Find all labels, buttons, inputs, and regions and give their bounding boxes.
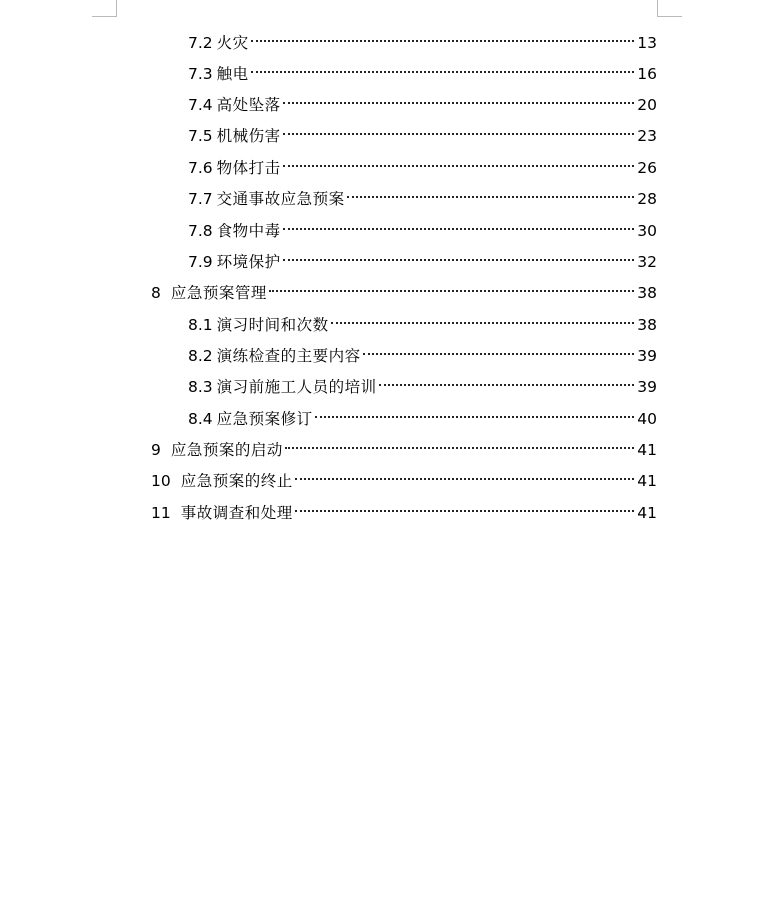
toc-number: 7.3 (188, 65, 213, 83)
toc-title: 应急预案修订 (216, 410, 313, 428)
toc-title: 环境保护 (216, 253, 281, 271)
toc-page-number: 39 (637, 347, 657, 365)
toc-number: 7.7 (188, 190, 213, 208)
toc-leader (285, 431, 634, 455)
toc-entry-7-4[interactable] (188, 86, 657, 114)
toc-leader (283, 243, 635, 267)
toc-title: 演习时间和次数 (216, 316, 329, 334)
toc-page-number: 41 (637, 504, 657, 522)
toc-number: 11 (151, 504, 171, 522)
toc-title: 火灾 (216, 34, 249, 52)
toc-page-number: 20 (637, 96, 657, 114)
toc-number: 7.5 (188, 127, 213, 145)
toc-number: 9 (151, 441, 161, 459)
toc-entry-8-1[interactable] (188, 306, 657, 334)
toc-entry-8-4[interactable] (188, 400, 657, 428)
toc-page-number: 38 (637, 284, 657, 302)
toc-number: 7.2 (188, 34, 213, 52)
toc-leader (283, 149, 635, 173)
toc-leader (283, 86, 635, 110)
toc-page-number: 32 (637, 253, 657, 271)
toc-leader (295, 494, 635, 518)
toc-number: 7.8 (188, 222, 213, 240)
toc-leader (283, 117, 635, 141)
toc-entry-8-2[interactable] (188, 337, 657, 365)
toc-entry-10[interactable] (151, 462, 657, 490)
toc-leader (379, 368, 635, 392)
toc-number: 8.2 (188, 347, 213, 365)
toc-page-number: 16 (637, 65, 657, 83)
toc-leader (295, 462, 635, 486)
toc-title: 机械伤害 (216, 127, 281, 145)
toc-number: 8.1 (188, 316, 213, 334)
toc-entry-7-8[interactable] (188, 212, 657, 240)
toc-leader (251, 24, 635, 48)
toc-page-number: 40 (637, 410, 657, 428)
toc-title: 应急预案的启动 (170, 441, 283, 459)
toc-title: 高处坠落 (216, 96, 281, 114)
toc-number: 10 (151, 472, 171, 490)
toc-title: 事故调查和处理 (180, 504, 293, 522)
toc-entry-7-7[interactable] (188, 180, 657, 208)
toc-title: 触电 (216, 65, 249, 83)
toc-title: 应急预案的终止 (180, 472, 293, 490)
toc-page-number: 26 (637, 159, 657, 177)
toc-number: 7.6 (188, 159, 213, 177)
toc-entry-8-3[interactable] (188, 368, 657, 396)
toc-entry-7-9[interactable] (188, 243, 657, 271)
toc-leader (283, 212, 635, 236)
toc-page-number: 41 (637, 472, 657, 490)
toc-number: 8 (151, 284, 161, 302)
toc-title: 交通事故应急预案 (216, 190, 345, 208)
toc-entry-11[interactable] (151, 494, 657, 522)
toc-page-number: 39 (637, 378, 657, 396)
toc-title: 演习前施工人员的培训 (216, 378, 377, 396)
toc-entry-8[interactable] (151, 274, 657, 302)
toc-entry-7-5[interactable] (188, 117, 657, 145)
toc-title: 演练检查的主要内容 (216, 347, 361, 365)
toc-number: 8.4 (188, 410, 213, 428)
toc-page-number: 41 (637, 441, 657, 459)
toc-leader (347, 180, 635, 204)
toc-number: 7.4 (188, 96, 213, 114)
toc-page-number: 23 (637, 127, 657, 145)
toc-leader (331, 306, 635, 330)
toc-entry-7-2[interactable] (188, 24, 657, 52)
toc-leader (363, 337, 635, 361)
toc-page-number: 13 (637, 34, 657, 52)
toc-leader (315, 400, 635, 424)
toc-number: 7.9 (188, 253, 213, 271)
toc-leader (251, 55, 635, 79)
crop-mark-top-left (92, 0, 117, 17)
toc-entry-9[interactable] (151, 431, 657, 459)
toc-page-number: 28 (637, 190, 657, 208)
toc-page-number: 30 (637, 222, 657, 240)
toc-title: 食物中毒 (216, 222, 281, 240)
toc-leader (269, 274, 634, 298)
toc-entry-7-6[interactable] (188, 149, 657, 177)
crop-mark-top-right (657, 0, 682, 17)
toc-number: 8.3 (188, 378, 213, 396)
toc-title: 物体打击 (216, 159, 281, 177)
toc-title: 应急预案管理 (170, 284, 267, 302)
toc-entry-7-3[interactable] (188, 55, 657, 83)
toc-page-number: 38 (637, 316, 657, 334)
